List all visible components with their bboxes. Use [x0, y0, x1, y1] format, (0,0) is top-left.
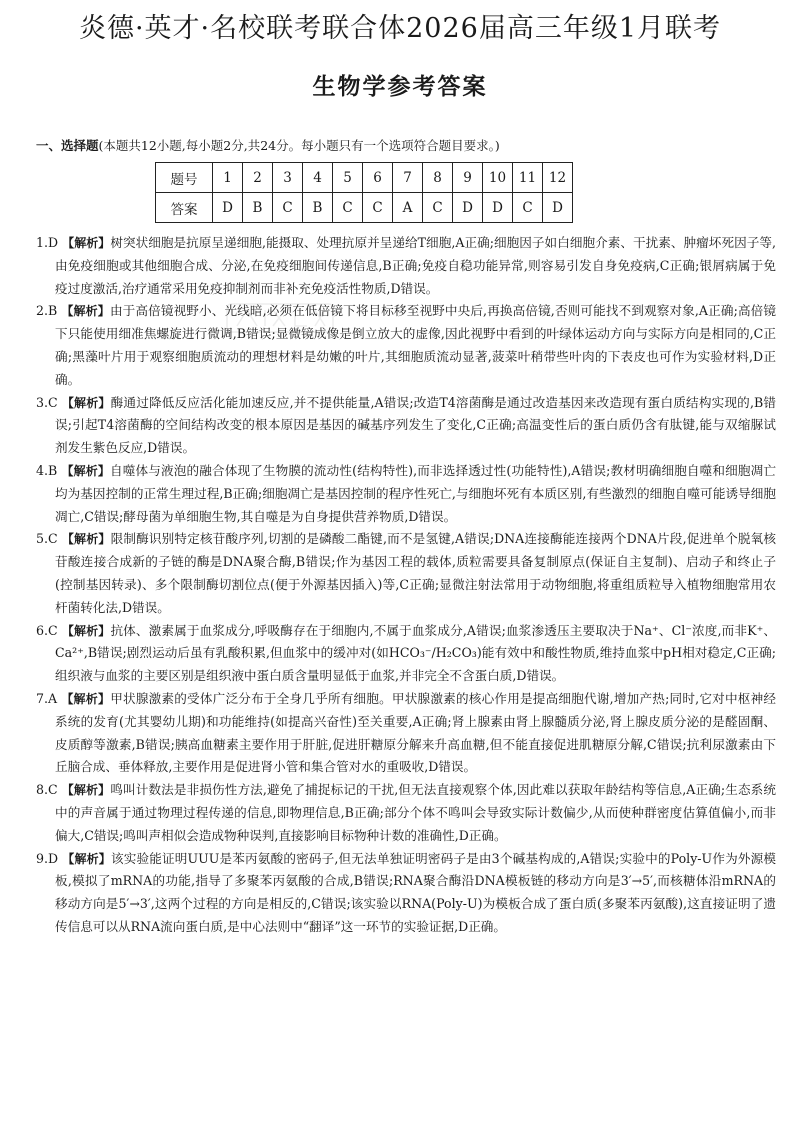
analysis-tag: 【解析】	[61, 783, 111, 798]
answer-cell: B	[303, 193, 333, 223]
analysis-item-1	[36, 232, 776, 300]
section-note: (本题共12小题,每小题2分,共24分。每小题只有一个选项符合题目要求。)	[98, 138, 500, 153]
analysis-item-3	[36, 392, 776, 460]
analysis-tag: 【解析】	[61, 532, 111, 547]
analysis-text: 抗体、激素属于血浆成分,呼吸酶存在于细胞内,不属于血浆成分,A错误;血浆渗透压主要取决于Na⁺、Cl⁻浓度,而非K⁺、Ca²⁺,B错误;剧烈运动后虽有乳酸积累,但血浆中的缓冲对(如HCO₃⁻/H₂CO₃)能有效中和酸性物质,维持血浆中pH相对稳定,C正确;组织液与血浆的主要区别是组织液中蛋白质含量明显低于血浆,并非完全不含蛋白质,D错误。	[55, 622, 776, 684]
exam-title: 炎德·英才·名校联考联合体2026届高三年级1月联考	[78, 13, 722, 44]
question-answer-label: 6.C	[36, 622, 58, 638]
answer-cell: C	[333, 193, 363, 223]
analysis-tag: 【解析】	[62, 236, 111, 250]
analysis-text: 酶通过降低反应活化能加速反应,并不提供能量,A错误;改造T4溶菌酶是通过改造基因来改造现有蛋白质结构实现的,B错误;引起T4溶菌酶的空间结构改变的根本原因是基因的碱基序列发生了变化,C正确;高温变性后的蛋白质仍含有肽键,能与双缩脲试剂发生紫色反应,D错误。	[55, 394, 776, 456]
analysis-tag: 【解析】	[62, 851, 111, 866]
question-answer-label: 8.C	[36, 782, 58, 798]
row-header-answer: 答案	[156, 193, 213, 223]
question-answer-label: 1.D	[36, 235, 59, 250]
question-answer-label: 9.D	[36, 850, 59, 866]
analysis-text: 限制酶识别特定核苷酸序列,切割的是磷酸二酯键,而不是氢键,A错误;DNA连接酶能连接两个DNA片段,促进单个脱氧核苷酸连接合成新的子链的酶是DNA聚合酶,B错误;作为基因工程的载体,质粒需要具备复制原点(保证自主复制)、启动子和终止子(控制基因转录)、多个限制酶切割位点(便于外源基因插入)等,C正确;显微注射法常用于动物细胞,将重组质粒导入植物细胞常用农杆菌转化法,D错误。	[55, 531, 776, 615]
analysis-item-4	[36, 460, 776, 528]
analysis-item-6	[36, 620, 776, 688]
answer-key-title: 生物学参考答案	[312, 73, 488, 100]
answer-cell: C	[363, 193, 393, 223]
section-heading	[36, 136, 776, 154]
question-number-cell: 5	[333, 163, 363, 193]
answer-cell: D	[483, 193, 513, 223]
question-number-cell: 12	[543, 163, 573, 193]
question-number-cell: 1	[213, 163, 243, 193]
analysis-tag: 【解析】	[61, 691, 111, 706]
analysis-list	[36, 232, 776, 939]
analysis-text: 由于高倍镜视野小、光线暗,必须在低倍镜下将目标移至视野中央后,再换高倍镜,否则可能找不到观察对象,A正确;高倍镜下只能使用细准焦螺旋进行微调,B错误;显微镜成像是倒立放大的虚像,因此视野中看到的叶绿体运动方向与实际方向是相同的,C正确;黑藻叶片用于观察细胞质流动的理想材料是幼嫩的叶片,其细胞质流动显著,菠菜叶稍带些叶肉的下表皮也可作为实验材料,D正确。	[55, 303, 776, 387]
question-answer-label: 4.B	[36, 462, 58, 478]
question-answer-label: 3.C	[36, 394, 58, 410]
question-number-cell: 11	[513, 163, 543, 193]
analysis-text: 鸣叫计数法是非损伤性方法,避免了捕捉标记的干扰,但无法直接观察个体,因此难以获取年龄结构等信息,A正确;生态系统中的声音属于通过物理过程传递的信息,即物理信息,B正确;部分个体不鸣叫会导致实际计数偏少,从而使种群密度估算值偏小,而非偏大,C错误;鸣叫声相似会造成物种误判,直接影响目标物种计数的准确性,D正确。	[55, 782, 776, 843]
question-answer-label: 5.C	[36, 531, 58, 547]
question-answer-label: 7.A	[36, 690, 58, 706]
analysis-text: 该实验能证明UUU是苯丙氨酸的密码子,但无法单独证明密码子是由3个碱基构成的,A错误;实验中的Poly-U作为外源模板,模拟了mRNA的功能,指导了多聚苯丙氨酸的合成,B错误;RNA聚合酶沿DNA模板链的移动方向是3′→5′,而核糖体沿mRNA的移动方向是5′→3′,这两个过程的方向是相反的,C错误;该实验以RNA(Poly-U)为模板合成了蛋白质(多聚苯丙氨酸),这直接证明了遗传信息可以从RNA流向蛋白质,是中心法则中“翻译”这一环节的实验证据,D正确。	[55, 850, 776, 934]
answer-row	[156, 193, 573, 223]
analysis-tag: 【解析】	[61, 623, 111, 638]
answer-cell: D	[453, 193, 483, 223]
analysis-text: 甲状腺激素的受体广泛分布于全身几乎所有细胞。甲状腺激素的核心作用是提高细胞代谢,增加产热;同时,它对中枢神经系统的发育(尤其婴幼儿期)和功能维持(如提高兴奋性)至关重要,A正确;肾上腺素由肾上腺髓质分泌,肾上腺皮质分泌的是醛固酮、皮质醇等激素,B错误;胰高血糖素主要作用于肝脏,促进肝糖原分解来升高血糖,但不能直接促进肌糖原分解,C错误;抗利尿激素由下丘脑合成、垂体释放,主要作用是促进肾小管和集合管对水的重吸收,D错误。	[55, 690, 776, 775]
question-number-cell: 9	[453, 163, 483, 193]
answer-cell: A	[393, 193, 423, 223]
answer-table	[155, 162, 573, 223]
analysis-item-7	[36, 688, 776, 779]
question-number-row	[156, 163, 573, 193]
section-title: 一、选择题	[36, 138, 99, 153]
analysis-item-9	[36, 848, 776, 939]
answer-cell: D	[213, 193, 243, 223]
analysis-item-5	[36, 528, 776, 619]
answer-cell: D	[543, 193, 573, 223]
analysis-tag: 【解析】	[61, 395, 111, 410]
question-number-cell: 8	[423, 163, 453, 193]
answer-cell: B	[243, 193, 273, 223]
answer-cell: C	[513, 193, 543, 223]
row-header-number: 题号	[156, 163, 213, 193]
analysis-item-8	[36, 779, 776, 847]
answer-cell: C	[423, 193, 453, 223]
answer-cell: C	[273, 193, 303, 223]
analysis-item-2	[36, 300, 776, 391]
question-number-cell: 10	[483, 163, 513, 193]
question-number-cell: 3	[273, 163, 303, 193]
question-number-cell: 6	[363, 163, 393, 193]
analysis-text: 树突状细胞是抗原呈递细胞,能摄取、处理抗原并呈递给T细胞,A正确;细胞因子如白细胞介素、干扰素、肿瘤坏死因子等,由免疫细胞或其他细胞合成、分泌,在免疫细胞间传递信息,B正确;免疫自稳功能异常,则容易引发自身免疫病,C正确;银屑病属于免疫过度激活,治疗通常采用免疫抑制剂而非补充免疫活性物质,D错误。	[55, 235, 776, 296]
question-answer-label: 2.B	[36, 303, 58, 319]
analysis-tag: 【解析】	[61, 463, 111, 478]
analysis-text: 自噬体与液泡的融合体现了生物膜的流动性(结构特性),而非选择透过性(功能特性),A错误;教材明确细胞自噬和细胞凋亡均为基因控制的正常生理过程,B正确;细胞凋亡是基因控制的程序性死亡,与细胞坏死有本质区别,有些激烈的细胞自噬可能诱导细胞凋亡,C错误;酵母菌为单细胞生物,其自噬是为自身提供营养物质,D错误。	[55, 462, 776, 524]
question-number-cell: 4	[303, 163, 333, 193]
question-number-cell: 2	[243, 163, 273, 193]
question-number-cell: 7	[393, 163, 423, 193]
analysis-tag: 【解析】	[61, 304, 110, 319]
